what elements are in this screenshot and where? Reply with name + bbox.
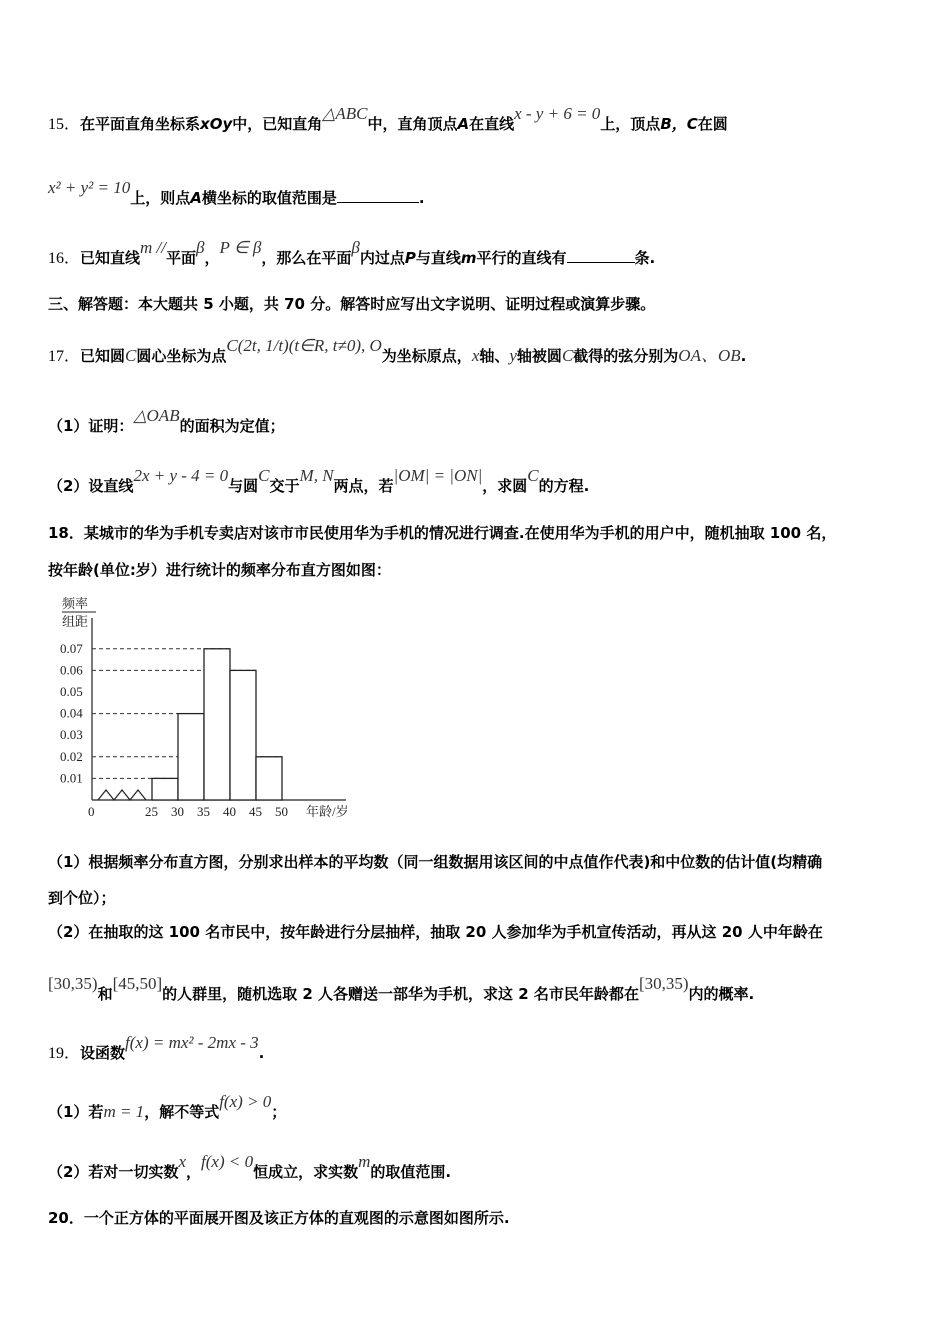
x-tick-label: 0 xyxy=(88,804,95,819)
x-axis-label: 年龄/岁 xyxy=(306,804,349,819)
q15-line1: 15．在平面直角坐标系xOy中，已知直角△ABC中，直角顶点A在直线x - y + 6 = 0上，顶点B，C在圆 xyxy=(48,104,728,133)
y-tick-label: 0.05 xyxy=(60,684,83,699)
y-tick-label: 0.01 xyxy=(60,770,83,786)
q19-line: 19．设函数f(x) = mx² - 2mx - 3. xyxy=(48,1033,265,1062)
y-tick-label: 0.04 xyxy=(60,705,83,721)
x-tick-label: 35 xyxy=(197,804,210,819)
x-tick-label: 40 xyxy=(223,804,236,819)
histogram-bar xyxy=(256,757,282,800)
x-tick-label: 25 xyxy=(145,804,158,819)
answer-blank xyxy=(337,188,419,203)
y-tick-label: 0.02 xyxy=(60,748,83,764)
q17-line: 17．已知圆C圆心坐标为点C(2t, 1/t)(t∈R, t≠0), O为坐标原点，x轴、y轴被圆C截得的弦分别为OA、OB. xyxy=(48,336,747,365)
function-definition: f(x) = mx² - 2mx - 3 xyxy=(125,1033,259,1052)
q18-part2-line2: [30,35)和[45,50]的人群里，随机选取 2 人各赠送一部华为手机，求这 2 名市民年龄都在[30,35)内的概率. xyxy=(48,974,755,1003)
q18-part2-line1: （2）在抽取的这 100 名市民中，按年龄进行分层抽样，抽取 20 人参加华为手机宣传活动，再从这 20 人中年龄在 xyxy=(48,923,823,941)
y-tick-label: 0.06 xyxy=(60,662,83,678)
y-tick-label: 0.03 xyxy=(60,727,83,743)
triangle-abc: △ABC xyxy=(322,104,368,123)
axis-break-zigzag xyxy=(98,790,146,800)
section-heading: 三、解答题：本大题共 5 小题，共 70 分。解答时应写出文字说明、证明过程或演算步骤。 xyxy=(48,295,656,313)
q15-line2: x² + y² = 10上，则点A横坐标的取值范围是 . xyxy=(48,178,425,207)
histogram-bar xyxy=(152,778,178,800)
q20-line: 20．一个正方体的平面展开图及该正方体的直观图的示意图如图所示. xyxy=(48,1209,510,1227)
line-equation: x - y + 6 = 0 xyxy=(514,104,601,123)
circle-equation: x² + y² = 10 xyxy=(48,178,131,197)
histogram-bar xyxy=(204,649,230,800)
q19-part1: （1）若m = 1，解不等式f(x) > 0； xyxy=(48,1092,287,1121)
answer-blank xyxy=(567,248,635,263)
x-tick-label: 45 xyxy=(249,804,262,819)
histogram-bar xyxy=(230,670,256,800)
q18-line2: 按年龄(单位:岁）进行统计的频率分布直方图如图： xyxy=(48,561,391,579)
q18-part1-line2: 到个位）； xyxy=(48,889,116,907)
q18-line1: 18．某城市的华为手机专卖店对该市市民使用华为手机的情况进行调查.在使用华为手机的用户中，随机抽取 100 名， xyxy=(48,524,837,542)
y-axis-label-bottom: 组距 xyxy=(62,614,89,629)
q17-part1: （1）证明：△OAB的面积为定值； xyxy=(48,406,285,435)
q17-part2: （2）设直线2x + y - 4 = 0与圆C交于M, N两点，若|OM| = |ON|，求圆C的方程. xyxy=(48,466,590,495)
y-tick-label: 0.07 xyxy=(60,640,83,656)
histogram-bar xyxy=(178,714,204,800)
q16-line: 16．已知直线m //平面β，P ∈ β，那么在平面β内过点P与直线m平行的直线有 条. xyxy=(48,238,656,267)
q18-part1-line1: （1）根据频率分布直方图，分别求出样本的平均数（同一组数据用该区间的中点值作代表)和中位数的估计值(均精确 xyxy=(48,853,823,871)
y-axis-label-top: 频率 xyxy=(62,596,89,611)
x-tick-label: 50 xyxy=(275,804,288,819)
center-coordinates: C(2t, 1/t)(t∈R, t≠0), O xyxy=(226,336,382,355)
histogram-chart xyxy=(56,592,356,822)
q19-part2: （2）若对一切实数x，f(x) < 0恒成立，求实数m的取值范围. xyxy=(48,1152,452,1181)
x-tick-label: 30 xyxy=(171,804,184,819)
